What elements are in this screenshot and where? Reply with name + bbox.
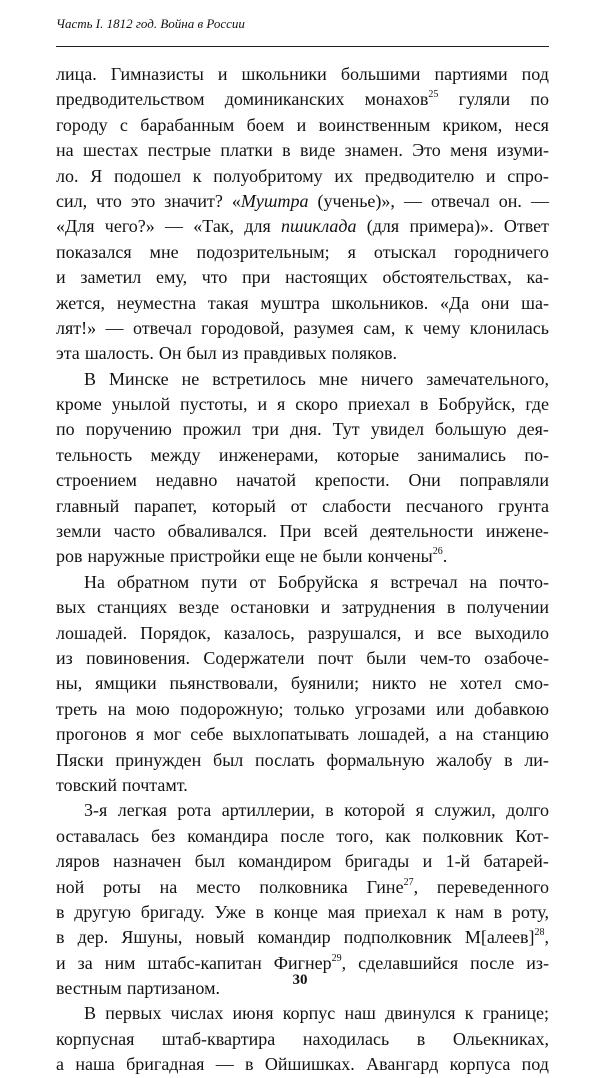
text-line: в другую бригаду. Уже в конце мая приехал к нам в роту, (56, 901, 549, 922)
footnote-marker: 27 (403, 876, 414, 888)
text-line: сил, что это значит? «Муштра (ученье)», — отвечал он. — (56, 190, 549, 211)
text-line: ляров назначен был командиром бригады и 1-й батарей- (56, 851, 549, 872)
text-line: земли часто обваливался. При всей деятельности инжене- (56, 521, 549, 542)
text-line: вестным партизаном. (56, 978, 220, 999)
footnote-marker: 25 (428, 89, 439, 101)
text-line: треть на мою подорожную; только угрозами или добавкою (56, 698, 549, 719)
text-line: по поручению прожил три дня. Тут увидел большую дея- (56, 419, 549, 440)
footnote-marker: 26 (432, 546, 443, 558)
text-line: товский почтамт. (56, 774, 188, 795)
text-line: из повиновения. Содержатели почт были чем-то озабоче- (56, 647, 549, 668)
text-line: вых станциях везде остановки и затруднения в получении (56, 597, 549, 618)
header-divider (56, 46, 549, 47)
text-line: предводительством доминиканских монахов$^{25}$ гуляли по (56, 89, 549, 110)
text-line: «Для чего?» — «Так, для пшиклада (для примера)». Ответ (56, 216, 549, 237)
text-line: городу с барабанным боем и воинственным криком, неся (56, 114, 549, 135)
text-line: а наша бригадная — в Ойшишках. Авангард корпуса под (56, 1054, 549, 1075)
text-line: оставалась без командира после того, как полковник Кот- (56, 825, 549, 846)
text-line: ной роты на место полковника Гине$^{27}$, переведенного (56, 876, 549, 897)
text-line: жется, неуместна такая муштра школьников. «Да они ша- (56, 292, 549, 313)
text-line: В Минске не встретилось мне ничего замечательного, (84, 368, 549, 389)
text-line: в дер. Яшуны, новый командир подполковник М[алеев]$^{28}$, (56, 927, 549, 948)
text-line: ло. Я подошел к полуобритому их предводителю и спро- (56, 165, 549, 186)
text-line: кроме унылой пустоты, и я скоро приехал в Бобруйск, где (56, 394, 549, 415)
text-line: на шестах пестрые платки в виде знамен. Это меня изуми- (56, 140, 549, 161)
body-text (56, 62, 549, 1078)
page-number: 30 (292, 972, 308, 988)
text-line: лят!» — отвечал городовой, разумея сам, к чему клонилась (56, 317, 549, 338)
text-line: лошадей. Порядок, казалось, разрушался, и все выходило (56, 622, 549, 643)
text-line: тельность между инженерами, которые занимались по- (56, 444, 549, 465)
text-line: ров наружные пристройки еще не были кончены$^{26}$. (56, 546, 448, 567)
running-header: Часть I. 1812 год. Война в России (56, 16, 245, 31)
text-line: эта шалость. Он был из правдивых поляков. (56, 343, 398, 364)
footnote-marker: 28 (534, 927, 545, 939)
text-line: На обратном пути от Бобруйска я встречал на почто- (84, 571, 549, 592)
text-line: ны, ямщики пьянствовали, буянили; никто не хотел смо- (56, 673, 549, 694)
text-line: строением недавно начатой крепости. Они поправляли (56, 470, 549, 491)
text-line: прогонов я мог себе выхлопатывать лошадей, а на станцию (56, 724, 549, 745)
text-line: показался мне подозрительным; я отыскал городничего (56, 241, 549, 262)
text-line: и за ним штабс-капитан Фигнер$^{29}$, сделавшийся после из- (56, 952, 549, 973)
footnote-marker: 29 (331, 952, 342, 964)
text-line: 3-я легкая рота артиллерии, в которой я служил, долго (84, 800, 549, 821)
text-line: и заметил ему, что при настоящих обстоятельствах, ка- (56, 267, 549, 288)
text-line: В первых числах июня корпус наш двинулся к границе; (84, 1003, 549, 1024)
text-line: лица. Гимназисты и школьники большими партиями под (56, 64, 549, 84)
text-line: Пяски принужден был послать формальную жалобу в ли- (56, 749, 549, 770)
text-line: главный парапет, который от слабости песчаного грунта (56, 495, 549, 516)
text-line: корпусная штаб-квартира находилась в Ольекниках, (56, 1028, 549, 1049)
